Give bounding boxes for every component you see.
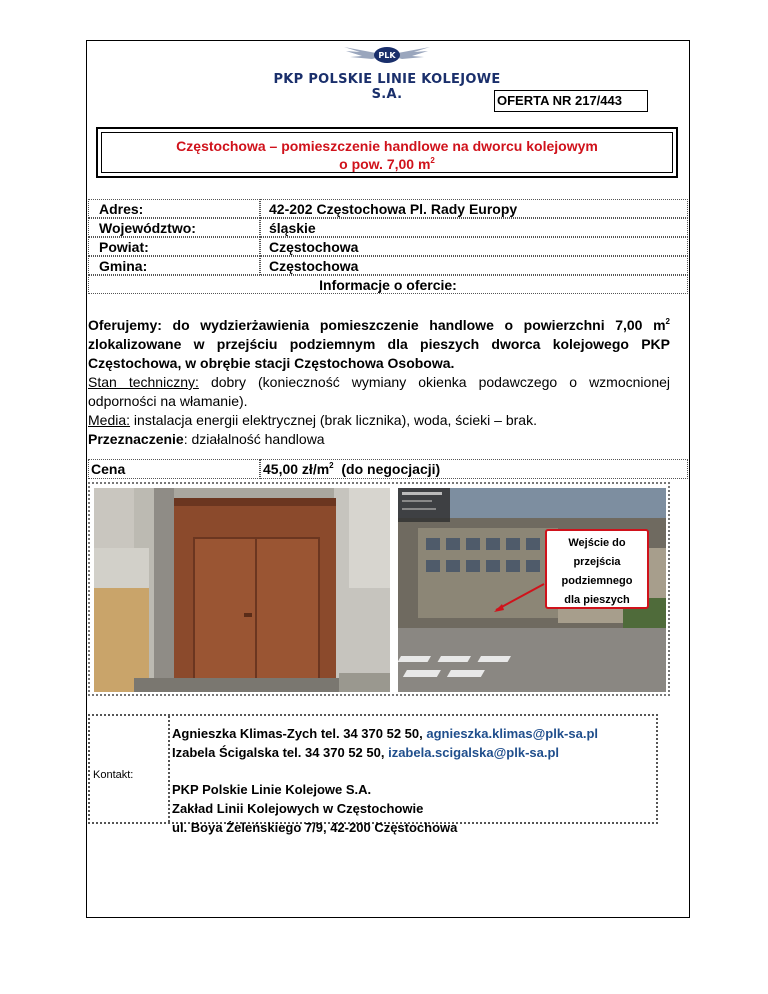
email-link-1[interactable]: agnieszka.klimas@plk-sa.pl xyxy=(426,726,598,741)
address-value: 42-202 Częstochowa Pl. Rady Europy xyxy=(260,199,688,218)
callout-line-4: dla pieszych xyxy=(564,594,630,606)
company-logo xyxy=(262,44,512,102)
svg-text:PLK: PLK xyxy=(378,51,396,60)
info-heading-row xyxy=(88,275,688,294)
callout-line-3: podziemnego xyxy=(561,575,633,587)
callout-line-1: Wejście do xyxy=(568,537,626,549)
technical-condition: Stan techniczny: dobry (konieczność wymiany okienka podawczego o wzmocnionej odporności na włamanie). xyxy=(88,374,670,409)
contact-details xyxy=(172,724,598,837)
voivodeship-label: Województwo: xyxy=(88,218,260,237)
title-box xyxy=(96,127,678,178)
details-table xyxy=(88,199,688,294)
contact-label: Kontakt: xyxy=(90,716,170,822)
callout-line-2: przejścia xyxy=(573,556,621,568)
title-line-2: o pow. 7,00 $m^2$ xyxy=(339,156,435,172)
contact-section xyxy=(88,714,658,835)
email-link-2[interactable]: izabela.scigalska@plk-sa.pl xyxy=(388,745,560,760)
offer-text: Oferujemy: do wydzierżawienia pomieszczenie handlowe o powierzchni 7,00 $m^2$ zlokalizowane w przejściu podziemnym dla pieszych dworca kolejowego PKP Częstochowa, w obrębie stacji Częstochowa Osobowa. xyxy=(88,317,670,371)
contact-person-2: Izabela Ścigalska tel. 34 370 52 50, izabela.scigalska@plk-sa.pl xyxy=(172,745,560,760)
county-value: Częstochowa xyxy=(260,237,688,256)
voivodeship-value: śląskie xyxy=(260,218,688,237)
price-value: 45,00 $zł/m^2$ (do negocjacji) xyxy=(260,459,688,479)
info-heading: Informacje o ofercie: xyxy=(88,275,688,294)
company-name: PKP POLSKIE LINIE KOLEJOWE S.A. xyxy=(273,72,501,102)
org-line-3: ul. Boya Żeleńskiego 7/9, 42-200 Częstochowa xyxy=(172,820,458,835)
plk-wings-icon xyxy=(342,44,432,66)
county-row xyxy=(88,237,688,256)
offer-number: OFERTA NR 217/443 xyxy=(494,90,648,112)
title-line-1: Częstochowa – pomieszczenie handlowe na dworcu kolejowym xyxy=(176,138,598,154)
price-row xyxy=(88,459,688,479)
org-line-2: Zakład Linii Kolejowych w Częstochowie xyxy=(172,801,424,816)
voivodeship-row xyxy=(88,218,688,237)
price-label: Cena xyxy=(88,459,260,479)
commune-label: Gmina: xyxy=(88,256,260,275)
photo-callout xyxy=(545,529,649,609)
door-photo xyxy=(94,488,390,692)
county-label: Powiat: xyxy=(88,237,260,256)
address-row xyxy=(88,199,688,218)
address-label: Adres: xyxy=(88,199,260,218)
contact-person-1: Agnieszka Klimas-Zych tel. 34 370 52 50, agnieszka.klimas@plk-sa.pl xyxy=(172,726,598,741)
commune-row xyxy=(88,256,688,275)
commune-value: Częstochowa xyxy=(260,256,688,275)
offer-description xyxy=(88,316,670,449)
org-line-1: PKP Polskie Linie Kolejowe S.A. xyxy=(172,782,372,797)
utilities: Media: instalacja energii elektrycznej (brak licznika), woda, ścieki – brak. xyxy=(88,412,537,428)
purpose: Przeznaczenie: działalność handlowa xyxy=(88,431,325,447)
